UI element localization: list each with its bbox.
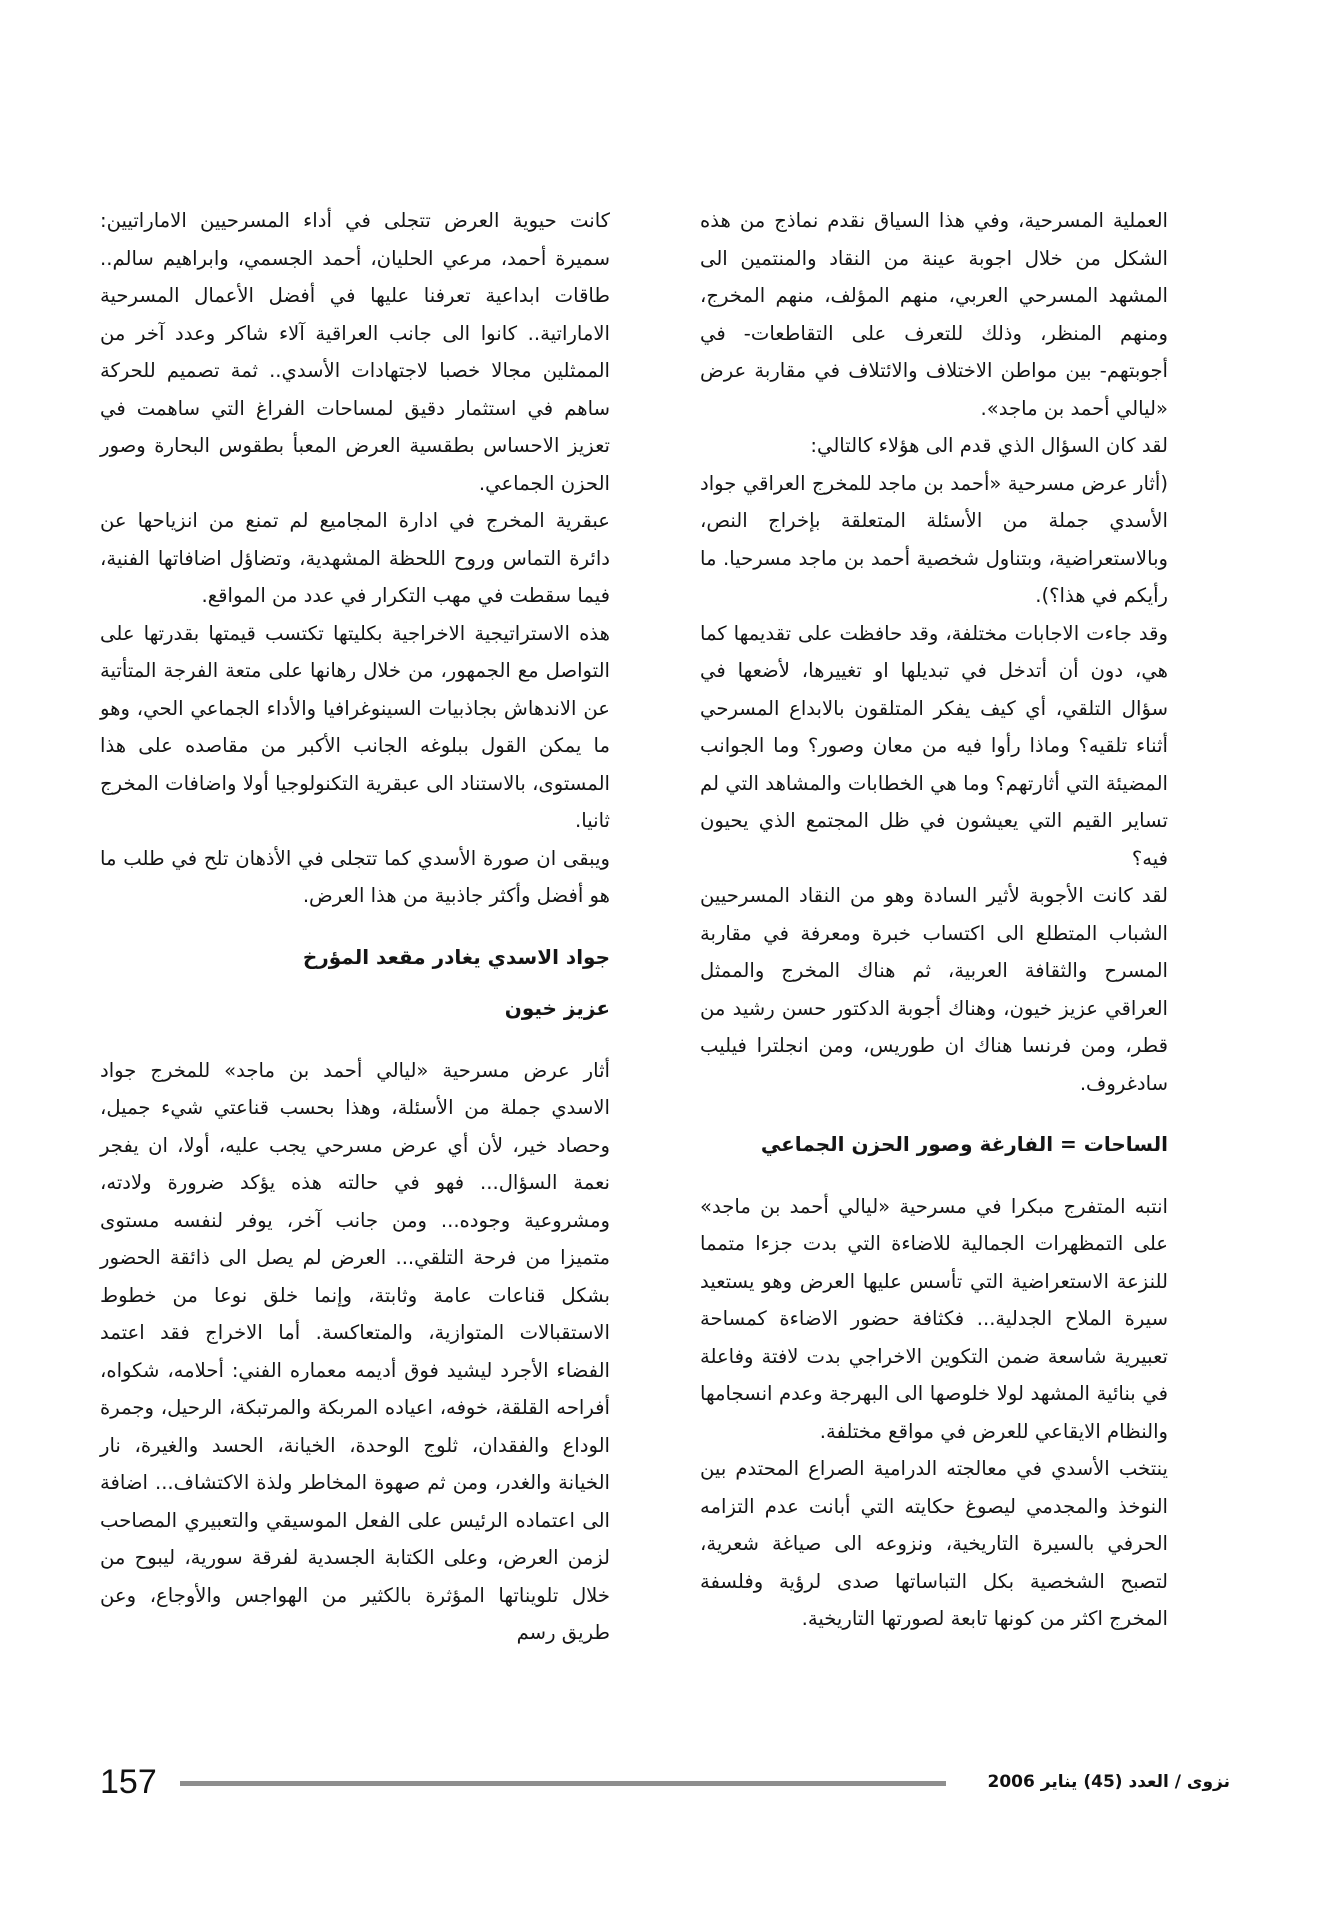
paragraph: لقد كان السؤال الذي قدم الى هؤلاء كالتالي:: [810, 434, 1168, 457]
right-text-column: [700, 202, 1168, 1638]
section-heading: جواد الاسدي يغادر مقعد المؤرخ: [302, 944, 610, 969]
paragraph: العملية المسرحية، وفي هذا السياق نقدم نماذج من هذه الشكل من خلال اجوبة عينة من النقاد والمنتمين الى المشهد المسرحي العربي، منهم المؤلف، منهم المخرج، ومنهم المنظر، وذلك للتعرف على التقاطعات- في أجوبتهم- بين مواطن الاختلاف والائتلاف في مقاربة عرض «ليالي أحمد بن ماجد».: [700, 209, 1168, 420]
paragraph: ويبقى ان صورة الأسدي كما تتجلى في الأذهان تلح في طلب ما هو أفضل وأكثر جاذبية من هذا العرض.: [100, 846, 610, 907]
paragraph: هذه الاستراتيجية الاخراجية بكليتها تكتسب قيمتها بقدرتها على التواصل مع الجمهور، من خلال رهانها على متعة الفرجة المتأتية عن الاندهاش بجاذبيات السينوغرافيا والأداء الجماعي الحي، وهو ما يمكن القول ببلوغه الجانب الأكبر من مقاصده على هذا المستوى، بالاستناد الى عبقرية التكنولوجيا أولا واضافات المخرج ثانيا.: [100, 621, 610, 832]
page-number: 157: [100, 1763, 157, 1801]
footer-rule: [180, 1781, 946, 1786]
paragraph: ينتخب الأسدي في معالجته الدرامية الصراع المحتدم بين النوخذ والمجدمي ليصوغ حكايته التي أبانت عدم التزامه الحرفي بالسيرة التاريخية، ونزوعه الى صياغة شعرية، لتصبح الشخصية بكل التباساتها صدى لرؤية وفلسفة المخرج اكثر من كونها تابعة لصورتها التاريخية.: [700, 1457, 1168, 1630]
author-name: عزيز خيون: [504, 996, 610, 1020]
paragraph: (أثار عرض مسرحية «أحمد بن ماجد للمخرج العراقي جواد الأسدي جملة من الأسئلة المتعلقة بإخراج النص، وبالاستعراضية، وبتناول شخصية أحمد بن ماجد مسرحيا. ما رأيكم في هذا؟).: [700, 471, 1168, 607]
paragraph: كانت حيوية العرض تتجلى في أداء المسرحيين الاماراتيين: سميرة أحمد، مرعي الحليان، أحمد الجسمي، وابراهيم سالم.. طاقات ابداعية تعرفنا عليها في أفضل الأعمال المسرحية الاماراتية.. كانوا الى جانب العراقية آلاء شاكر وعدد آخر من الممثلين مجالا خصبا لاجتهادات الأسدي.. ثمة تصميم للحركة ساهم في استثمار دقيق لمساحات الفراغ التي ساهمت في تعزيز الاحساس بطقسية العرض المعبأ بطقوس البحارة وصور الحزن الجماعي.: [100, 209, 610, 495]
page-footer: [100, 1762, 1230, 1802]
left-text-column: [100, 202, 610, 1652]
journal-issue-label: نزوى / العدد (45) يناير 2006: [987, 1772, 1230, 1792]
paragraph: انتبه المتفرج مبكرا في مسرحية «ليالي أحمد بن ماجد» على التمظهرات الجمالية للاضاءة التي بدت جزءا متمما للنزعة الاستعراضية التي تأسس عليها العرض وهو يستعيد سيرة الملاح الجدلية... فكثافة حضور الاضاءة كمساحة تعبيرية شاسعة ضمن التكوين الاخراجي بدت لافتة وفاعلة في بنائية المشهد لولا خلوصها الى البهرجة وعدم انسجامها والنظام الايقاعي للعرض في مواقع مختلفة.: [700, 1194, 1168, 1443]
paragraph: عبقرية المخرج في ادارة المجاميع لم تمنع من انزياحها عن دائرة التماس وروح اللحظة المشهدية، وتضاؤل اضافاتها الفنية، فيما سقطت في مهب التكرار في عدد من المواقع.: [100, 509, 610, 607]
paragraph: لقد كانت الأجوبة لأثير السادة وهو من النقاد المسرحيين الشباب المتطلع الى اكتساب خبرة ومعرفة في مقاربة المسرح والثقافة العربية، ثم هناك المخرج والممثل العراقي عزيز خيون، وهناك أجوبة الدكتور حسن رشيد من قطر، ومن فرنسا هناك ان طوريس، ومن انجلترا فيليب سادغروف.: [700, 884, 1168, 1095]
paragraph: أثار عرض مسرحية «ليالي أحمد بن ماجد» للمخرج جواد الاسدي جملة من الأسئلة، وهذا بحسب قناعتي شيء جميل، وحصاد خير، لأن أي عرض مسرحي يجب عليه، أولا، ان يفجر نعمة السؤال... فهو في حالته هذه يؤكد ضرورة ولادته، ومشروعية وجوده... ومن جانب آخر، يوفر لنفسه مستوى متميزا من فرحة التلقي... العرض لم يصل الى ذائقة الحضور بشكل قناعات عامة وثابتة، وإنما خلق نوعا من خطوط الاستقبالات المتوازية، والمتعاكسة. أما الاخراج فقد اعتمد الفضاء الأجرد ليشيد فوق أديمه معماره الفني: أحلامه، شكواه، أفراحه القلقة، خوفه، اعياده المربكة والمرتبكة، الرحيل، وجمرة الوداع والفقدان، ثلوج الوحدة، الخيانة، الحسد والغيرة، نار الخيانة والغدر، ومن ثم صهوة المخاطر ولذة الاكتشاف... اضافة الى اعتماده الرئيس على الفعل الموسيقي والتعبيري المصاحب لزمن العرض، وعلى الكتابة الجسدية لفرقة سورية، ليبوح من خلال تلويناتها المؤثرة بالكثير من الهواجس والأوجاع، وعن طريق رسم: [100, 1058, 610, 1644]
paragraph: وقد جاءت الاجابات مختلفة، وقد حافظت على تقديمها كما هي، دون أن أتدخل في تبديلها او تغييرها، لأضعها في سؤال التلقي، أي كيف يفكر المتلقون بالابداع المسرحي أثناء تلقيه؟ وماذا رأوا فيه من معان وصور؟ وما الجوانب المضيئة التي أثارتهم؟ وما هي الخطابات والمشاهد التي لم تساير القيم التي يعيشون في ظل المجتمع الذي يحيون فيه؟: [700, 621, 1168, 870]
section-heading: الساحات = الفارغة وصور الحزن الجماعي: [760, 1132, 1168, 1156]
